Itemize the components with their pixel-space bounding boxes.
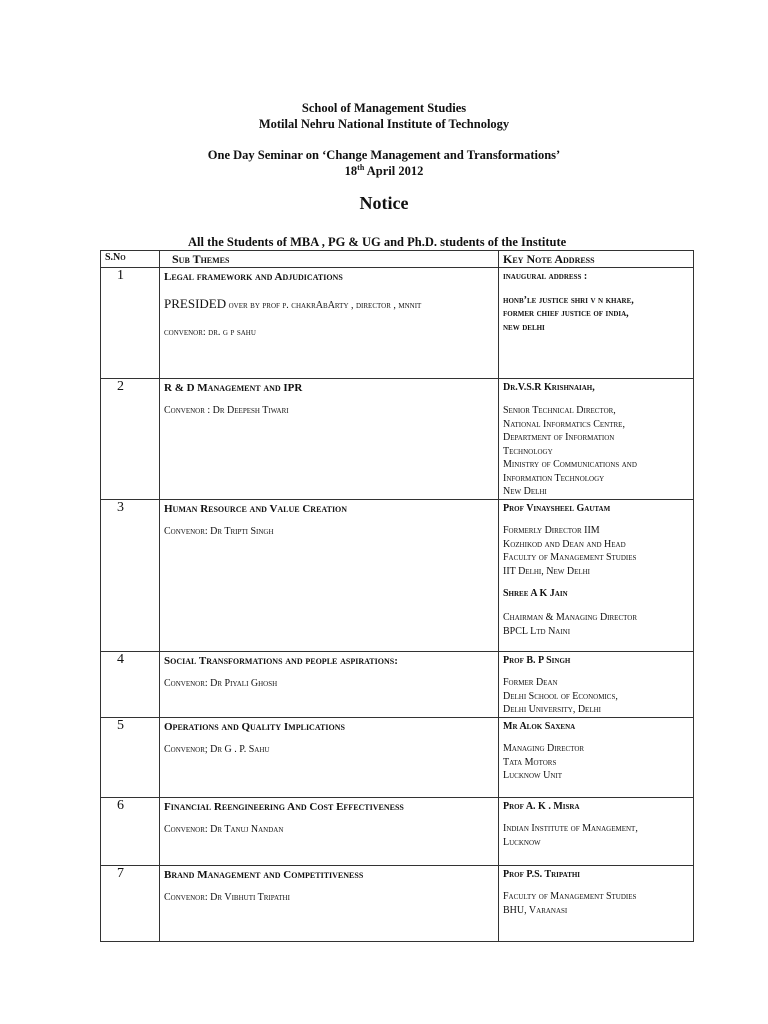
presided-by: [164, 297, 494, 312]
theme-cell: [160, 652, 499, 718]
keynote-line: Lucknow: [503, 836, 541, 848]
keynote-line: BHU, Varanasi: [503, 904, 568, 916]
seminar-date: [0, 163, 768, 179]
table-row: [101, 379, 694, 500]
keynote-line: new delhi: [503, 321, 545, 333]
row-number: 7: [101, 866, 160, 942]
keynote-line: Senior Technical Director,: [503, 405, 616, 416]
keynote-line: Managing Director: [503, 743, 585, 754]
themes-table: [100, 250, 694, 942]
keynote-cell: [499, 866, 694, 942]
theme-cell: [160, 866, 499, 942]
keynote-name: Mr Alok Saxena: [503, 721, 576, 732]
keynote-label: inaugural address :: [503, 271, 588, 282]
keynote-line: former chief justice of india,: [503, 308, 629, 319]
convenor: Convenor; Dr G . P. Sahu: [164, 744, 270, 755]
table-row: [101, 718, 694, 798]
theme-title: Legal framework and Adjudications: [164, 271, 343, 283]
convenor: Convenor : Dr Deepesh Tiwari: [164, 405, 289, 416]
keynote-cell: [499, 500, 694, 652]
keynote-line: Tata Motors: [503, 756, 557, 768]
theme-title: Social Transformations and people aspirations:: [164, 655, 398, 667]
keynote-line: Delhi University, Delhi: [503, 704, 601, 715]
theme-cell: [160, 268, 499, 379]
header-sub-themes: Sub Themes: [160, 251, 499, 268]
theme-cell: [160, 379, 499, 500]
keynote-name: Dr.V.S.R Krishnaiah,: [503, 382, 595, 393]
date-day: 18: [344, 164, 358, 179]
row-number: 2: [101, 379, 160, 500]
row-number: 3: [101, 500, 160, 652]
keynote-line: honb’le justice shri v n khare,: [503, 294, 634, 306]
row-number: 4: [101, 652, 160, 718]
table-row: [101, 268, 694, 379]
theme-title: Operations and Quality Implications: [164, 721, 345, 733]
keynote-name: Prof P.S. Tripathi: [503, 869, 581, 880]
theme-title: Human Resource and Value Creation: [164, 503, 348, 515]
notice-title: Notice: [359, 193, 409, 213]
row-number: 5: [101, 718, 160, 798]
keynote-line: IIT Delhi, New Delhi: [503, 565, 591, 577]
theme-cell: [160, 718, 499, 798]
date-suffix: th: [357, 163, 365, 172]
row-number: 6: [101, 798, 160, 866]
keynote-line: BPCL Ltd Naini: [503, 625, 571, 637]
row-number: 1: [101, 268, 160, 379]
theme-cell: [160, 798, 499, 866]
institute-name: Motilal Nehru National Institute of Technology: [258, 117, 510, 131]
keynote-cell: [499, 798, 694, 866]
theme-title: Financial Reengineering And Cost Effectiveness: [164, 801, 404, 813]
presided-rest: over by prof p. chakrAbArty , director , mnnit: [226, 300, 422, 311]
table-row: [101, 866, 694, 942]
convenor: convenor: dr. g p sahu: [164, 327, 256, 338]
keynote-cell: [499, 268, 694, 379]
convenor: Convenor: Dr Tripti Singh: [164, 526, 274, 537]
keynote-line: Technology: [503, 445, 553, 457]
keynote-line: Lucknow Unit: [503, 770, 562, 781]
keynote-line: Delhi School of Economics,: [503, 690, 618, 702]
convenor: Convenor: Dr Tanuj Nandan: [164, 824, 284, 835]
seminar-title: One Day Seminar on ‘Change Management and Transformations’: [207, 148, 561, 162]
audience-line: All the Students of MBA , PG & UG and Ph.D. students of the Institute: [188, 235, 567, 249]
keynote-line: Faculty of Management Studies: [503, 891, 637, 902]
presided-label: PRESIDED: [164, 296, 227, 311]
table-row: [101, 652, 694, 718]
school-name: School of Management Studies: [301, 101, 467, 115]
header-keynote: Key Note Address: [499, 251, 694, 268]
keynote-name: Prof Vinaysheel Gautam: [503, 503, 611, 514]
keynote-line: National Informatics Centre,: [503, 418, 625, 430]
theme-cell: [160, 500, 499, 652]
theme-title: Brand Management and Competitiveness: [164, 869, 364, 881]
keynote-line: Formerly Director IIM: [503, 525, 600, 536]
table-row: [101, 500, 694, 652]
theme-title: R & D Management and IPR: [164, 382, 303, 394]
keynote-line: Indian Institute of Management,: [503, 823, 638, 834]
table-row: [101, 798, 694, 866]
keynote-name: Prof A. K . Misra: [503, 801, 580, 812]
keynote-line: Kozhikod and Dean and Head: [503, 538, 626, 550]
keynote-line: New Delhi: [503, 486, 547, 497]
convenor: Convenor: Dr Piyali Ghosh: [164, 678, 278, 689]
keynote-line: Department of Information: [503, 432, 615, 443]
keynote-line: Chairman & Managing Director: [503, 612, 637, 623]
date-rest: April 2012: [364, 164, 424, 179]
keynote-name-2: Shree A K Jain: [503, 588, 568, 599]
keynote-cell: [499, 379, 694, 500]
keynote-line: Former Dean: [503, 677, 558, 688]
header-sno: S.No: [101, 251, 160, 268]
convenor: Convenor: Dr Vibhuti Tripathi: [164, 892, 290, 903]
table-header-row: [101, 251, 694, 268]
keynote-cell: [499, 652, 694, 718]
keynote-cell: [499, 718, 694, 798]
keynote-line: Ministry of Communications and: [503, 459, 637, 470]
keynote-line: Information Technology: [503, 472, 605, 484]
keynote-name: Prof B. P Singh: [503, 655, 571, 666]
keynote-line: Faculty of Management Studies: [503, 552, 637, 563]
